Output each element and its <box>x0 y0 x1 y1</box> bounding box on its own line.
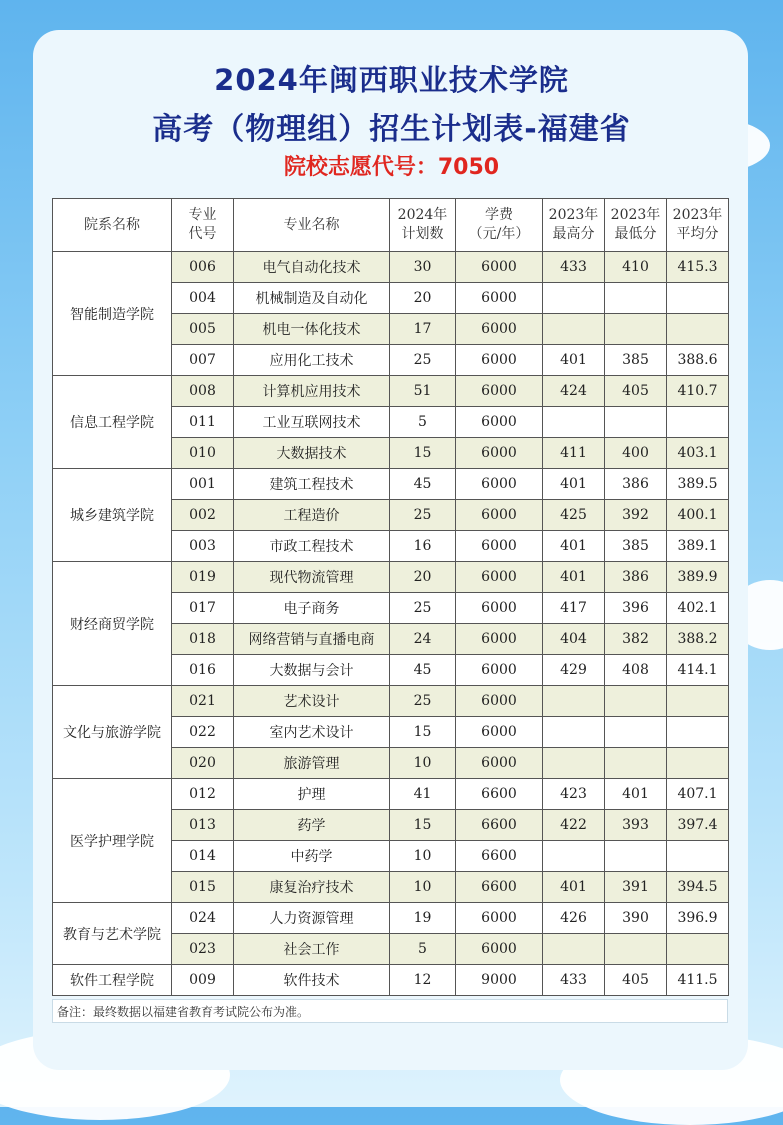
max-score-cell: 401 <box>543 562 605 593</box>
plan-count-cell: 45 <box>390 469 456 500</box>
avg-score-cell: 407.1 <box>667 779 729 810</box>
avg-score-cell: 410.7 <box>667 376 729 407</box>
max-score-cell: 429 <box>543 655 605 686</box>
avg-score-cell <box>667 686 729 717</box>
major-code-cell: 013 <box>172 810 234 841</box>
plan-count-cell: 25 <box>390 500 456 531</box>
tuition-cell: 6000 <box>456 593 543 624</box>
table-row <box>53 376 729 407</box>
plan-count-cell: 20 <box>390 562 456 593</box>
plan-count-cell: 15 <box>390 717 456 748</box>
college-name-cell: 软件工程学院 <box>53 965 172 996</box>
max-score-cell: 422 <box>543 810 605 841</box>
avg-score-cell: 389.5 <box>667 469 729 500</box>
major-code-cell: 009 <box>172 965 234 996</box>
header-text: 2023年 <box>548 207 599 223</box>
avg-score-cell: 396.9 <box>667 903 729 934</box>
header-text: 平均分 <box>676 226 719 242</box>
major-name-cell: 大数据技术 <box>234 438 390 469</box>
max-score-cell <box>543 841 605 872</box>
header-text: 专业名称 <box>283 216 340 233</box>
table-row <box>53 686 729 717</box>
tuition-cell: 6600 <box>456 872 543 903</box>
avg-score-cell: 403.1 <box>667 438 729 469</box>
major-name-cell: 大数据与会计 <box>234 655 390 686</box>
avg-score-cell <box>667 841 729 872</box>
min-score-cell <box>605 748 667 779</box>
min-score-cell: 405 <box>605 965 667 996</box>
max-score-cell: 401 <box>543 872 605 903</box>
table-row <box>53 562 729 593</box>
table-row <box>53 965 729 996</box>
table-row <box>53 779 729 810</box>
tuition-cell: 6000 <box>456 717 543 748</box>
plan-count-cell: 45 <box>390 655 456 686</box>
header-major-code <box>172 199 234 252</box>
college-name-cell: 智能制造学院 <box>53 252 172 376</box>
major-code-cell: 003 <box>172 531 234 562</box>
major-code-cell: 002 <box>172 500 234 531</box>
avg-score-cell: 397.4 <box>667 810 729 841</box>
avg-score-cell: 388.2 <box>667 624 729 655</box>
table-row <box>53 903 729 934</box>
header-plan-count <box>390 199 456 252</box>
tuition-cell: 6000 <box>456 407 543 438</box>
min-score-cell: 390 <box>605 903 667 934</box>
school-code: 院校志愿代号：7050 <box>283 155 500 180</box>
min-score-cell <box>605 717 667 748</box>
page-title: 2024年闽西职业技术学院 <box>214 63 569 97</box>
major-name-cell: 中药学 <box>234 841 390 872</box>
max-score-cell <box>543 407 605 438</box>
min-score-cell: 385 <box>605 531 667 562</box>
major-code-cell: 008 <box>172 376 234 407</box>
header-text: 最高分 <box>552 226 595 242</box>
major-name-cell: 康复治疗技术 <box>234 872 390 903</box>
min-score-cell: 396 <box>605 593 667 624</box>
min-score-cell: 401 <box>605 779 667 810</box>
tuition-cell: 6000 <box>456 748 543 779</box>
major-name-cell: 计算机应用技术 <box>234 376 390 407</box>
college-name-cell: 城乡建筑学院 <box>53 469 172 562</box>
college-name-cell: 教育与艺术学院 <box>53 903 172 965</box>
max-score-cell: 423 <box>543 779 605 810</box>
college-name-cell: 文化与旅游学院 <box>53 686 172 779</box>
major-name-cell: 护理 <box>234 779 390 810</box>
tuition-cell: 6000 <box>456 345 543 376</box>
avg-score-cell <box>667 934 729 965</box>
min-score-cell <box>605 314 667 345</box>
avg-score-cell <box>667 314 729 345</box>
major-code-cell: 022 <box>172 717 234 748</box>
avg-score-cell <box>667 407 729 438</box>
major-name-cell: 机械制造及自动化 <box>234 283 390 314</box>
major-code-cell: 016 <box>172 655 234 686</box>
header-max-score <box>543 199 605 252</box>
max-score-cell <box>543 314 605 345</box>
avg-score-cell <box>667 283 729 314</box>
plan-count-cell: 15 <box>390 438 456 469</box>
min-score-cell <box>605 841 667 872</box>
major-name-cell: 工业互联网技术 <box>234 407 390 438</box>
avg-score-cell: 394.5 <box>667 872 729 903</box>
header-college <box>53 199 172 252</box>
major-code-cell: 021 <box>172 686 234 717</box>
max-score-cell: 401 <box>543 531 605 562</box>
max-score-cell: 417 <box>543 593 605 624</box>
min-score-cell: 382 <box>605 624 667 655</box>
tuition-cell: 6000 <box>456 469 543 500</box>
major-code-cell: 011 <box>172 407 234 438</box>
header-min-score <box>605 199 667 252</box>
plan-count-cell: 10 <box>390 841 456 872</box>
max-score-cell <box>543 283 605 314</box>
min-score-cell: 391 <box>605 872 667 903</box>
plan-count-cell: 19 <box>390 903 456 934</box>
major-code-cell: 007 <box>172 345 234 376</box>
plan-count-cell: 20 <box>390 283 456 314</box>
major-code-cell: 019 <box>172 562 234 593</box>
college-name-cell: 信息工程学院 <box>53 376 172 469</box>
plan-count-cell: 16 <box>390 531 456 562</box>
major-name-cell: 网络营销与直播电商 <box>234 624 390 655</box>
tuition-cell: 6000 <box>456 655 543 686</box>
plan-count-cell: 25 <box>390 593 456 624</box>
tuition-cell: 6000 <box>456 531 543 562</box>
header-text: 代号 <box>188 226 217 242</box>
tuition-cell: 6000 <box>456 903 543 934</box>
major-code-cell: 005 <box>172 314 234 345</box>
max-score-cell: 401 <box>543 469 605 500</box>
plan-count-cell: 24 <box>390 624 456 655</box>
major-name-cell: 软件技术 <box>234 965 390 996</box>
major-name-cell: 社会工作 <box>234 934 390 965</box>
table-row <box>53 252 729 283</box>
header-text: 专业 <box>188 207 217 223</box>
plan-count-cell: 5 <box>390 934 456 965</box>
tuition-cell: 6000 <box>456 934 543 965</box>
tuition-cell: 6600 <box>456 810 543 841</box>
table-row <box>53 469 729 500</box>
max-score-cell <box>543 934 605 965</box>
avg-score-cell: 389.1 <box>667 531 729 562</box>
max-score-cell: 433 <box>543 252 605 283</box>
major-code-cell: 012 <box>172 779 234 810</box>
min-score-cell: 410 <box>605 252 667 283</box>
major-code-cell: 023 <box>172 934 234 965</box>
max-score-cell: 424 <box>543 376 605 407</box>
tuition-cell: 6000 <box>456 500 543 531</box>
tuition-cell: 9000 <box>456 965 543 996</box>
header-avg-score <box>667 199 729 252</box>
major-name-cell: 人力资源管理 <box>234 903 390 934</box>
major-code-cell: 017 <box>172 593 234 624</box>
major-code-cell: 018 <box>172 624 234 655</box>
major-name-cell: 艺术设计 <box>234 686 390 717</box>
header-text: 最低分 <box>614 226 657 242</box>
avg-score-cell: 415.3 <box>667 252 729 283</box>
table-header-row <box>53 199 729 252</box>
major-name-cell: 市政工程技术 <box>234 531 390 562</box>
min-score-cell <box>605 934 667 965</box>
table-body <box>53 252 729 996</box>
max-score-cell: 433 <box>543 965 605 996</box>
major-name-cell: 旅游管理 <box>234 748 390 779</box>
plan-count-cell: 25 <box>390 686 456 717</box>
min-score-cell: 400 <box>605 438 667 469</box>
max-score-cell <box>543 686 605 717</box>
plan-count-cell: 12 <box>390 965 456 996</box>
min-score-cell <box>605 686 667 717</box>
plan-count-cell: 10 <box>390 748 456 779</box>
header-tuition <box>456 199 543 252</box>
avg-score-cell: 414.1 <box>667 655 729 686</box>
min-score-cell: 392 <box>605 500 667 531</box>
min-score-cell: 393 <box>605 810 667 841</box>
major-name-cell: 电子商务 <box>234 593 390 624</box>
max-score-cell: 425 <box>543 500 605 531</box>
max-score-cell: 426 <box>543 903 605 934</box>
tuition-cell: 6600 <box>456 841 543 872</box>
major-code-cell: 010 <box>172 438 234 469</box>
avg-score-cell <box>667 717 729 748</box>
tuition-cell: 6000 <box>456 314 543 345</box>
plan-count-cell: 10 <box>390 872 456 903</box>
max-score-cell: 411 <box>543 438 605 469</box>
avg-score-cell: 389.9 <box>667 562 729 593</box>
header-major-name <box>234 199 390 252</box>
major-name-cell: 室内艺术设计 <box>234 717 390 748</box>
major-name-cell: 工程造价 <box>234 500 390 531</box>
page-subtitle: 高考（物理组）招生计划表-福建省 <box>152 112 631 147</box>
max-score-cell: 401 <box>543 345 605 376</box>
min-score-cell: 405 <box>605 376 667 407</box>
tuition-cell: 6000 <box>456 376 543 407</box>
major-code-cell: 006 <box>172 252 234 283</box>
major-name-cell: 现代物流管理 <box>234 562 390 593</box>
college-name-cell: 医学护理学院 <box>53 779 172 903</box>
major-code-cell: 014 <box>172 841 234 872</box>
min-score-cell <box>605 283 667 314</box>
avg-score-cell: 388.6 <box>667 345 729 376</box>
major-code-cell: 004 <box>172 283 234 314</box>
major-code-cell: 020 <box>172 748 234 779</box>
min-score-cell: 385 <box>605 345 667 376</box>
header-text: （元/年） <box>468 226 530 242</box>
major-code-cell: 015 <box>172 872 234 903</box>
college-name-cell: 财经商贸学院 <box>53 562 172 686</box>
max-score-cell: 404 <box>543 624 605 655</box>
plan-count-cell: 51 <box>390 376 456 407</box>
tuition-cell: 6000 <box>456 624 543 655</box>
avg-score-cell: 411.5 <box>667 965 729 996</box>
plan-count-cell: 17 <box>390 314 456 345</box>
header-text: 计划数 <box>401 226 444 242</box>
avg-score-cell: 402.1 <box>667 593 729 624</box>
major-name-cell: 应用化工技术 <box>234 345 390 376</box>
min-score-cell: 386 <box>605 469 667 500</box>
header-text: 院系名称 <box>84 216 140 233</box>
enrollment-plan-table <box>52 198 729 996</box>
major-code-cell: 001 <box>172 469 234 500</box>
plan-count-cell: 25 <box>390 345 456 376</box>
plan-count-cell: 5 <box>390 407 456 438</box>
min-score-cell: 408 <box>605 655 667 686</box>
major-name-cell: 电气自动化技术 <box>234 252 390 283</box>
header-text: 学费 <box>485 207 513 223</box>
tuition-cell: 6000 <box>456 686 543 717</box>
plan-count-cell: 15 <box>390 810 456 841</box>
major-code-cell: 024 <box>172 903 234 934</box>
tuition-cell: 6000 <box>456 252 543 283</box>
footnote: 备注：最终数据以福建省教育考试院公布为准。 <box>52 999 728 1023</box>
tuition-cell: 6000 <box>456 438 543 469</box>
major-name-cell: 机电一体化技术 <box>234 314 390 345</box>
header-text: 2023年 <box>672 207 723 223</box>
major-name-cell: 建筑工程技术 <box>234 469 390 500</box>
min-score-cell <box>605 407 667 438</box>
plan-count-cell: 41 <box>390 779 456 810</box>
tuition-cell: 6000 <box>456 562 543 593</box>
max-score-cell <box>543 717 605 748</box>
header-text: 2024年 <box>397 207 448 223</box>
header-text: 2023年 <box>610 207 661 223</box>
avg-score-cell <box>667 748 729 779</box>
avg-score-cell: 400.1 <box>667 500 729 531</box>
tuition-cell: 6600 <box>456 779 543 810</box>
major-name-cell: 药学 <box>234 810 390 841</box>
tuition-cell: 6000 <box>456 283 543 314</box>
max-score-cell <box>543 748 605 779</box>
min-score-cell: 386 <box>605 562 667 593</box>
plan-count-cell: 30 <box>390 252 456 283</box>
